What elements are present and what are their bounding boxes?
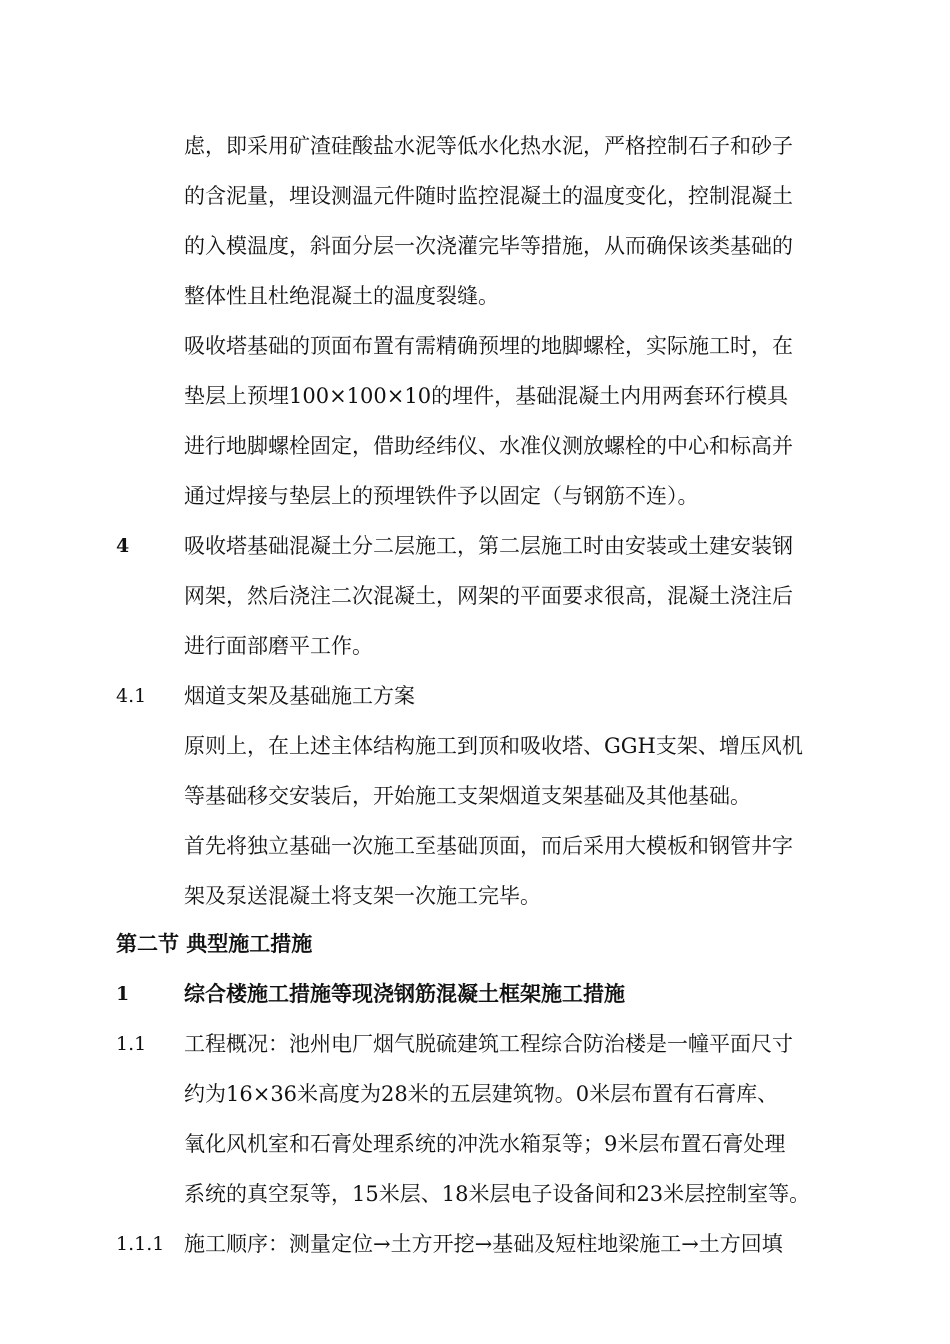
paragraph-line: 等基础移交安装后，开始施工支架烟道支架基础及其他基础。 [184,784,751,808]
paragraph-line: 系统的真空泵等，15米层、18米层电子设备间和23米层控制室等。 [184,1182,811,1206]
section-number: 1.1.1 [116,1233,165,1255]
paragraph-line: 垫层上预埋100×100×10的埋件，基础混凝土内用两套环行模具 [184,384,789,408]
paragraph-line: 工程概况：池州电厂烟气脱硫建筑工程综合防治楼是一幢平面尺寸 [184,1032,793,1056]
paragraph-line: 氧化风机室和石膏处理系统的冲洗水箱泵等；9米层布置石膏处理 [184,1132,786,1156]
section-number: 1.1 [116,1033,147,1055]
paragraph-line: 约为16×36米高度为28米的五层建筑物。0米层布置有石膏库、 [184,1082,779,1106]
paragraph-line: 吸收塔基础混凝土分二层施工，第二层施工时由安装或土建安装钢 [184,534,793,558]
subsection-title: 烟道支架及基础施工方案 [184,684,415,708]
section-number: 4.1 [116,685,147,707]
paragraph-line: 的含泥量，埋设测温元件随时监控混凝土的温度变化，控制混凝土 [184,184,793,208]
paragraph-line: 整体性且杜绝混凝土的温度裂缝。 [184,284,499,308]
paragraph-line: 首先将独立基础一次施工至基础顶面，而后采用大模板和钢管井字 [184,834,793,858]
paragraph-line: 进行地脚螺栓固定，借助经纬仪、水准仪测放螺栓的中心和标高并 [184,434,793,458]
paragraph-line: 架及泵送混凝土将支架一次施工完毕。 [184,884,541,908]
section-heading: 第二节 典型施工措施 [116,931,313,956]
paragraph-line: 吸收塔基础的顶面布置有需精确预埋的地脚螺栓，实际施工时，在 [184,334,793,358]
paragraph-line: 原则上，在上述主体结构施工到顶和吸收塔、GGH支架、增压风机 [184,734,803,758]
section-number: 1 [116,983,130,1005]
section-title: 综合楼施工措施等现浇钢筋混凝土框架施工措施 [184,981,625,1006]
section-number: 4 [116,535,130,557]
paragraph-line: 施工顺序：测量定位→土方开挖→基础及短柱地梁施工→土方回填 [184,1232,783,1256]
paragraph-line: 虑，即采用矿渣硅酸盐水泥等低水化热水泥，严格控制石子和砂子 [184,134,793,158]
paragraph-line: 通过焊接与垫层上的预埋铁件予以固定（与钢筋不连）。 [184,484,699,508]
paragraph-line: 网架，然后浇注二次混凝土，网架的平面要求很高，混凝土浇注后 [184,584,793,608]
paragraph-line: 的入模温度，斜面分层一次浇灌完毕等措施，从而确保该类基础的 [184,234,793,258]
paragraph-line: 进行面部磨平工作。 [184,634,373,658]
